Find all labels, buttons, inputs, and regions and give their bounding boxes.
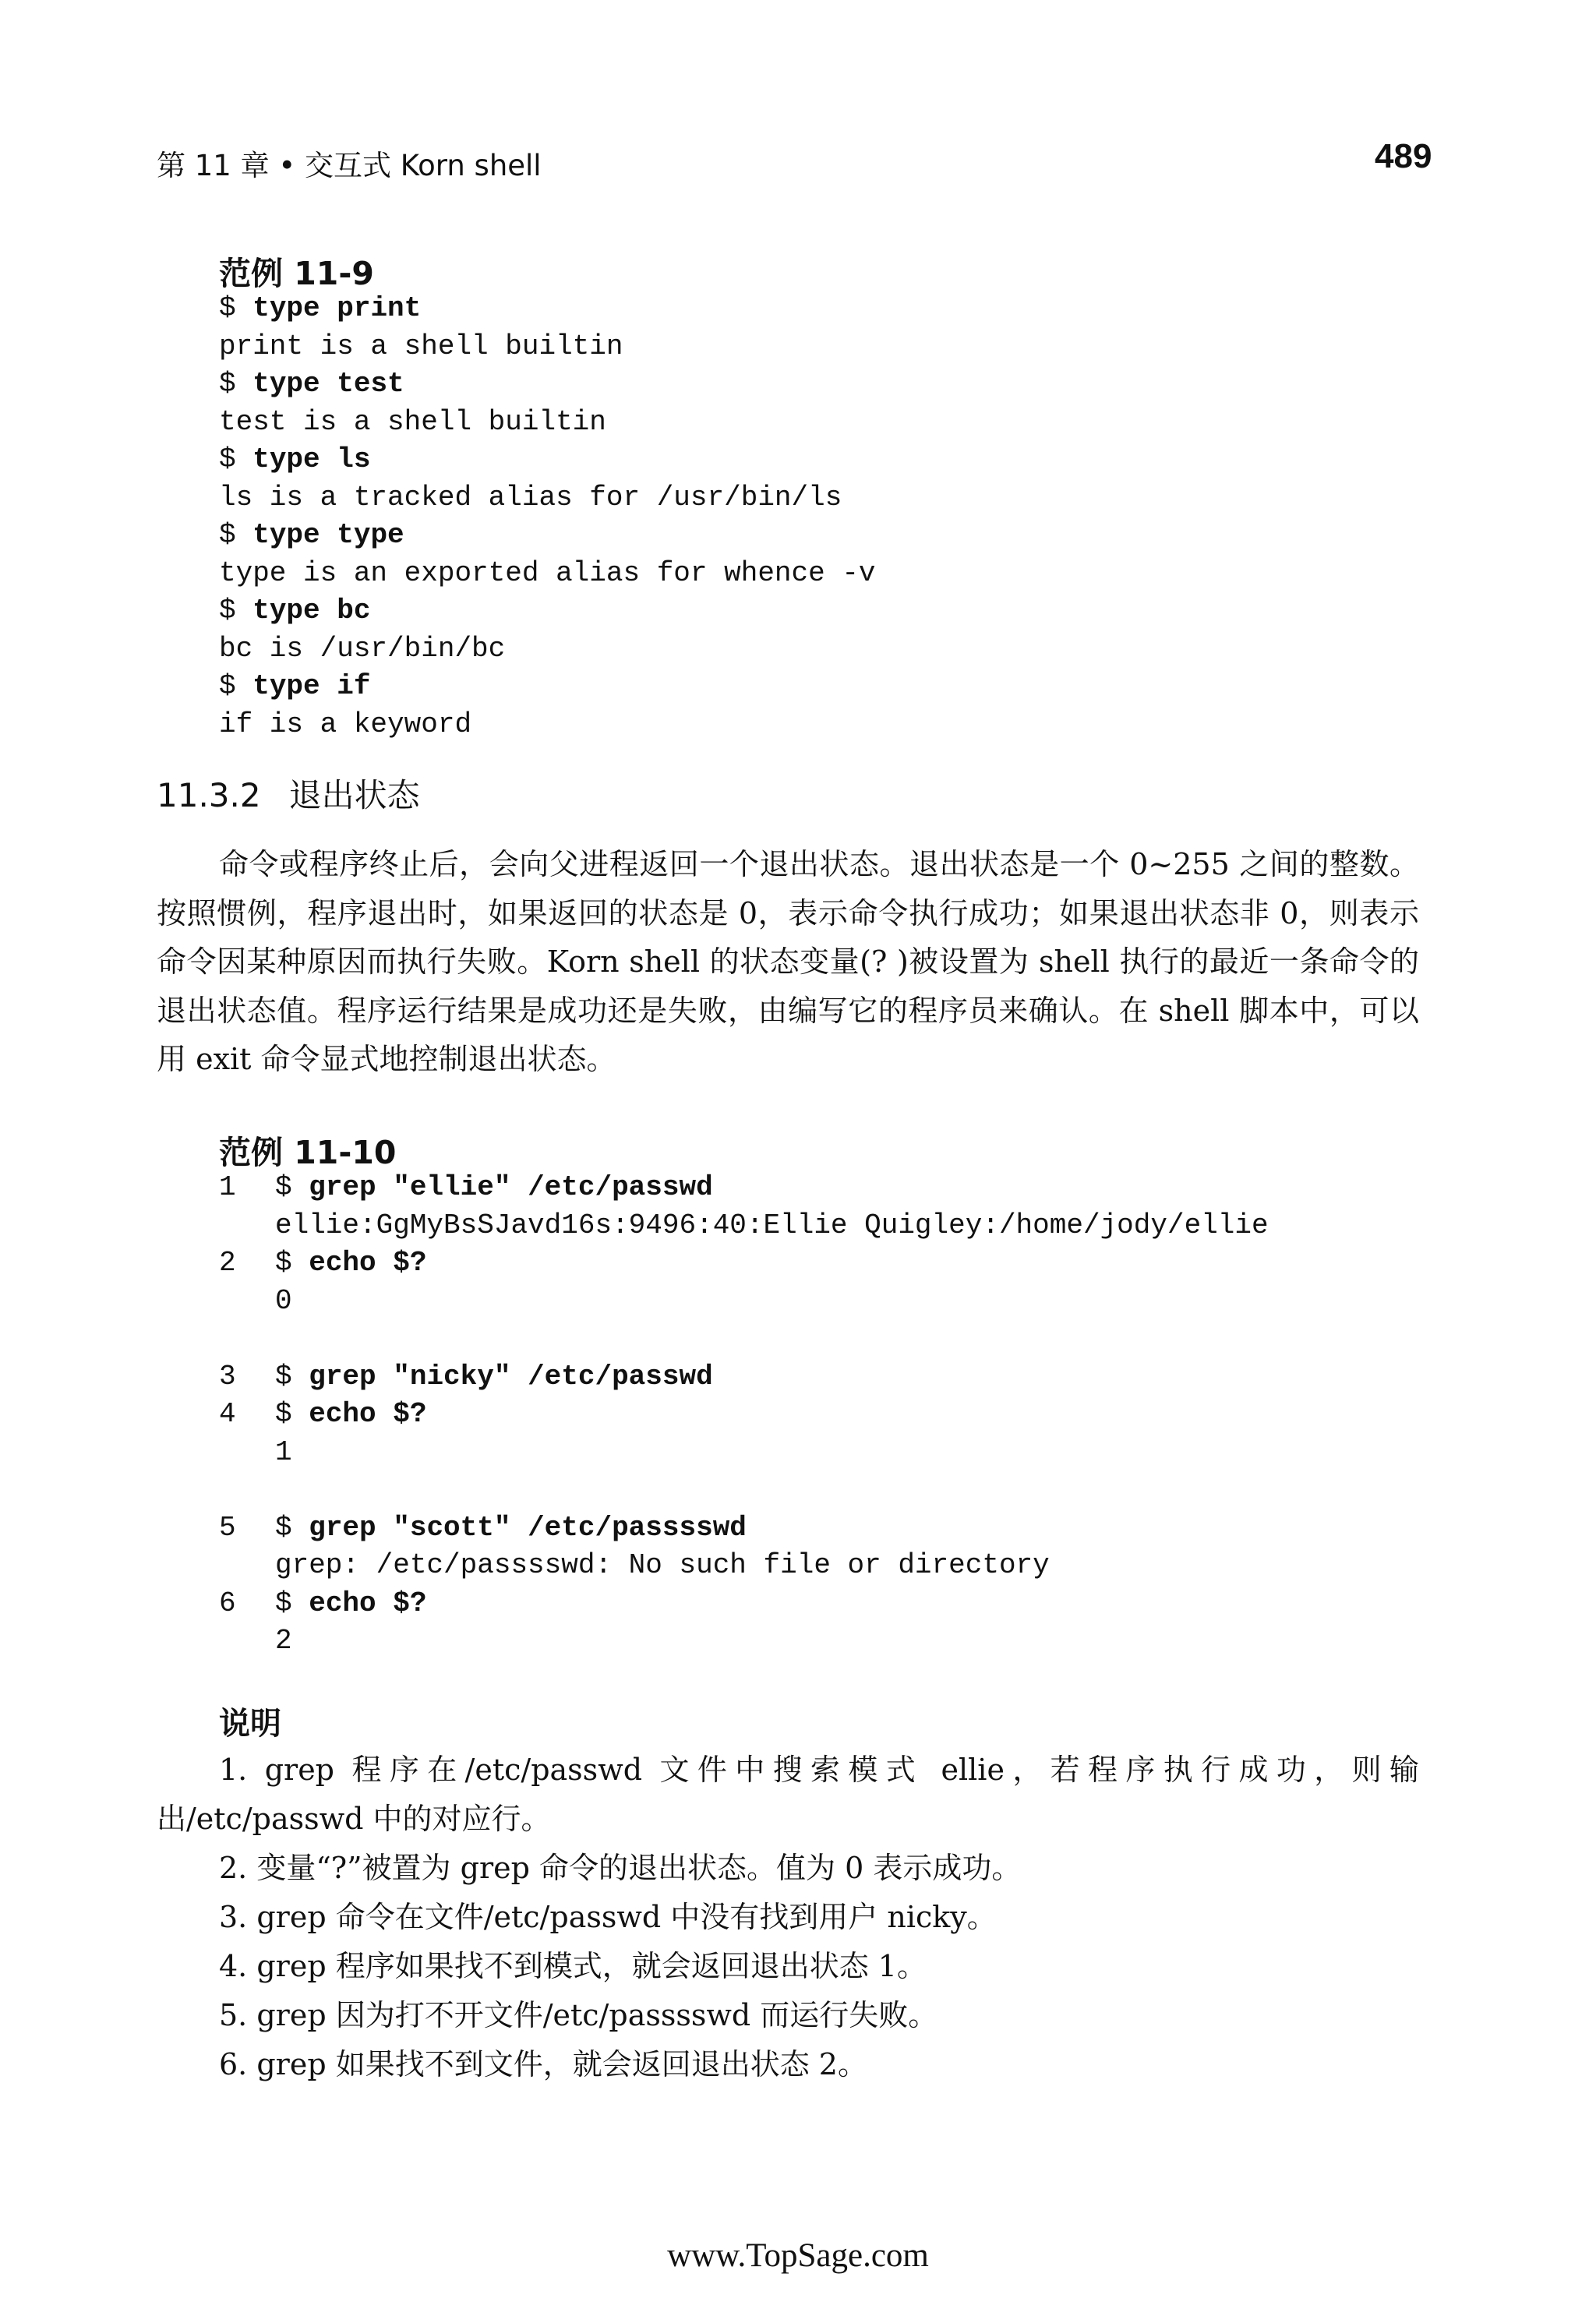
code-output-line: test is a shell builtin [219,405,606,438]
example-title: 范例 11-10 [219,1134,397,1171]
note-item: 4. grep 程序如果找不到模式，就会返回退出状态 1。 [219,1949,927,1983]
line-text: ellie:GgMyBsSJavd16s:9496:40:Ellie Quigley:/home/jody/ellie [275,1209,1269,1241]
line-number: 1 [219,1171,236,1203]
line-number: 3 [219,1360,236,1393]
example-title: 范例 11-9 [219,255,374,292]
section-number: 11.3.2 [157,776,261,814]
code-block-example-11-10 [219,1169,1269,1661]
code-block-example-11-9 [219,290,876,743]
line-number [219,1207,275,1245]
line-text: 0 [275,1284,292,1317]
code-output-line [219,1320,1269,1358]
code-command-line: $ type test [219,368,404,400]
code-command-line [219,1585,1269,1623]
line-text: 1 [275,1435,292,1468]
line-text: 2 [275,1625,292,1657]
line-number [219,1622,275,1661]
code-output-line: bc is /usr/bin/bc [219,632,506,665]
line-number: 4 [219,1398,236,1430]
body-paragraph [157,840,1419,1084]
code-command-line: $ type bc [219,595,371,627]
note-item: 5. grep 因为打不开文件/etc/passsswd 而运行失败。 [219,1998,938,2032]
line-text: $ grep "nicky" /etc/passwd [275,1360,713,1393]
line-number [219,1547,275,1585]
code-command-line [219,1396,1269,1434]
line-text: $ grep "ellie" /etc/passwd [275,1171,713,1203]
line-number: 6 [219,1587,236,1619]
line-text: $ echo $? [275,1247,427,1279]
footer-url: www.TopSage.com [667,2237,929,2274]
code-output-line [219,1471,1269,1509]
code-command-line: $ type ls [219,443,371,475]
line-text: $ grep "scott" /etc/passsswd [275,1511,747,1544]
code-output-line: if is a keyword [219,708,472,740]
code-output-line: type is an exported alias for whence -v [219,556,876,589]
code-output-line [219,1622,1269,1661]
code-output-line: ls is a tracked alias for /usr/bin/ls [219,481,842,514]
note-item: 6. grep 如果找不到文件，就会返回退出状态 2。 [219,2047,867,2081]
code-command-line: $ type if [219,670,371,702]
code-output-line [219,1547,1269,1585]
code-command-line [219,1509,1269,1548]
line-number [219,1434,275,1472]
section-heading [157,770,420,817]
line-number: 2 [219,1247,236,1279]
paragraph-text: 命令或程序终止后，会向父进程返回一个退出状态。退出状态是一个 0~255 之间的整数。按照惯例，程序退出时，如果返回的状态是 0，表示命令执行成功；如果退出状态非 0，则表示命令因某种原因而执行失败。Korn shell 的状态变量(? )被设置为 shell 执行的最近一条命令的退出状态值。程序运行结果是成功还是失败，由编写它的程序员来确认。在 shell 脚本中，可以用 exit 命令显式地控制退出状态。 [157,847,1419,1076]
line-number: 5 [219,1511,236,1544]
note-item: 2. 变量“?”被置为 grep 命令的退出状态。值为 0 表示成功。 [219,1851,1022,1885]
code-output-line [219,1283,1269,1321]
line-number [219,1471,275,1509]
page-number: 489 [1375,137,1432,175]
code-output-line: print is a shell builtin [219,330,623,362]
line-text: $ echo $? [275,1587,427,1619]
code-command-line: $ type type [219,519,404,551]
notes-title: 说明 [219,1706,281,1742]
line-text: grep: /etc/passsswd: No such file or directory [275,1549,1050,1581]
code-output-line [219,1207,1269,1245]
code-command-line [219,1244,1269,1283]
line-number [219,1283,275,1321]
code-command-line: $ type print [219,292,422,324]
line-text: $ echo $? [275,1398,427,1430]
chapter-header: 第 11 章 • 交互式 Korn shell [157,149,542,182]
code-command-line [219,1358,1269,1396]
code-output-line [219,1434,1269,1472]
section-title: 退出状态 [288,776,420,814]
code-command-line [219,1169,1269,1207]
note-item: 1. grep 程序在/etc/passwd 文件中搜索模式 ellie，若程序执行成功，则输出/etc/passwd 中的对应行。 [157,1753,1419,1836]
line-number [219,1320,275,1358]
notes-list [157,1746,1419,2089]
note-item: 3. grep 命令在文件/etc/passwd 中没有找到用户 nicky。 [219,1900,997,1934]
